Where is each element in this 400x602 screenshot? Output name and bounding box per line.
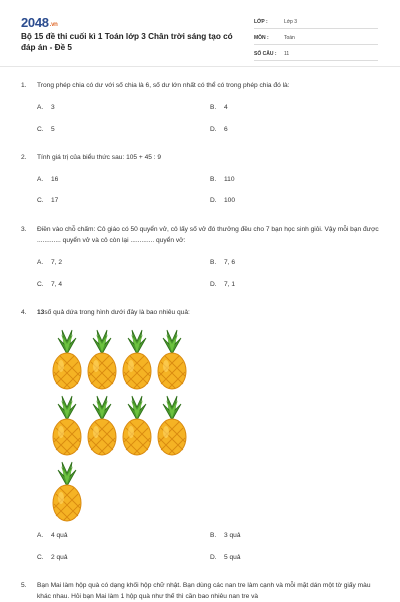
meta-key: SỐ CÂU : xyxy=(254,50,277,57)
option-4b[interactable] xyxy=(210,532,241,539)
option-label: A. xyxy=(37,259,44,266)
pineapple-icon xyxy=(85,394,119,456)
option-value: 6 xyxy=(224,126,228,133)
option-label: B. xyxy=(210,259,217,266)
question-number: 5. xyxy=(21,582,27,589)
option-value: 7, 2 xyxy=(51,259,62,266)
option-label: B. xyxy=(210,104,217,111)
option-2c[interactable] xyxy=(37,197,58,204)
question-text: Điền vào chỗ chấm: Cô giáo có 50 quyển vở, cô lấy số vở đó thưởng đều cho 7 bạn học sinh giỏi. Vậy mỗi bạn được ............. quyển vở và cô còn lại ............. quyển vở: xyxy=(37,226,379,244)
option-label: C. xyxy=(37,126,44,133)
option-label: D. xyxy=(210,126,217,133)
pineapple-icon xyxy=(50,460,84,522)
option-value: 17 xyxy=(51,197,59,204)
option-3c[interactable] xyxy=(37,281,62,288)
option-label: B. xyxy=(210,176,217,183)
option-label: C. xyxy=(37,197,44,204)
option-label: C. xyxy=(37,281,44,288)
pineapple-icon xyxy=(85,328,119,390)
option-value: 2 quả xyxy=(51,554,68,561)
question-number: 1. xyxy=(21,82,27,89)
option-label: A. xyxy=(37,104,44,111)
option-label: D. xyxy=(210,554,217,561)
pineapple-grid xyxy=(50,328,200,520)
option-value: 110 xyxy=(224,176,235,183)
option-2b[interactable] xyxy=(210,176,235,183)
option-label: D. xyxy=(210,197,217,204)
option-1b[interactable] xyxy=(210,104,228,111)
document-title: Bộ 15 đề thi cuối kì 1 Toán lớp 3 Chân trời sáng tạo có đáp án - Đề 5 xyxy=(21,32,233,52)
option-4a[interactable] xyxy=(37,532,68,539)
meta-value: Lớp 3 xyxy=(284,18,298,25)
option-label: A. xyxy=(37,532,44,539)
question-number: 2. xyxy=(21,154,27,161)
option-1d[interactable] xyxy=(210,126,228,133)
option-label: D. xyxy=(210,281,217,288)
meta-value: Toán xyxy=(284,34,295,41)
option-value: 16 xyxy=(51,176,59,183)
logo-text: 2048 xyxy=(21,15,49,30)
option-value: 3 quả xyxy=(224,532,241,539)
pineapple-icon xyxy=(120,394,154,456)
question-text-rest: số quả dứa trong hình dưới đây là bao nhiêu quả: xyxy=(44,309,190,316)
option-label: C. xyxy=(37,554,44,561)
option-1a[interactable] xyxy=(37,104,55,111)
option-label: A. xyxy=(37,176,44,183)
option-3b[interactable] xyxy=(210,259,235,266)
question-number: 4. xyxy=(21,309,27,316)
meta-key: LỚP : xyxy=(254,18,268,25)
question-text: Bạn Mai làm hộp quà có dạng khối hộp chữ nhật. Bạn dùng các nan tre làm cạnh và mỗi mặt dán một tờ giấy màu khác nhau. Hỏi bạn Mai làm 1 hộp quà như thế thì cần bao nhiêu nan tre và xyxy=(37,582,371,600)
option-2a[interactable] xyxy=(37,176,58,183)
pineapple-icon xyxy=(120,328,154,390)
option-value: 7, 1 xyxy=(224,281,235,288)
question-2 xyxy=(21,152,381,163)
pineapple-icon xyxy=(155,394,189,456)
document-meta xyxy=(254,15,378,63)
question-number: 3. xyxy=(21,226,27,233)
option-value: 4 quả xyxy=(51,532,68,539)
question-5 xyxy=(21,580,381,602)
question-text: Tính giá trị của biểu thức sau: 105 + 45 : 9 xyxy=(37,154,162,161)
option-1c[interactable] xyxy=(37,126,55,133)
pineapple-icon xyxy=(50,328,84,390)
meta-key: MÔN : xyxy=(254,34,269,41)
site-logo[interactable] xyxy=(21,15,58,30)
option-value: 7, 6 xyxy=(224,259,235,266)
option-value: 100 xyxy=(224,197,236,204)
option-value: 7, 4 xyxy=(51,281,62,288)
option-value: 5 xyxy=(51,126,55,133)
option-label: B. xyxy=(210,532,217,539)
pineapple-icon xyxy=(155,328,189,390)
meta-row-class xyxy=(254,15,378,29)
pineapple-icon xyxy=(50,394,84,456)
meta-row-count xyxy=(254,47,378,61)
option-4c[interactable] xyxy=(37,554,68,561)
question-4 xyxy=(21,307,381,318)
option-value: 5 quả xyxy=(224,554,241,561)
question-text: Trong phép chia có dư với số chia là 6, số dư lớn nhất có thể có trong phép chia đó là: xyxy=(37,82,290,89)
question-1 xyxy=(21,80,381,91)
question-3 xyxy=(21,224,381,246)
option-2d[interactable] xyxy=(210,197,235,204)
option-3a[interactable] xyxy=(37,259,62,266)
meta-row-subject xyxy=(254,31,378,45)
question-text xyxy=(37,307,381,318)
option-3d[interactable] xyxy=(210,281,235,288)
option-value: 4 xyxy=(224,104,228,111)
meta-value: 11 xyxy=(284,50,290,57)
fraction-prefix: 13 xyxy=(37,309,45,316)
document-header xyxy=(0,0,400,67)
option-value: 3 xyxy=(51,104,55,111)
logo-tld: .vn xyxy=(49,22,58,28)
option-4d[interactable] xyxy=(210,554,241,561)
